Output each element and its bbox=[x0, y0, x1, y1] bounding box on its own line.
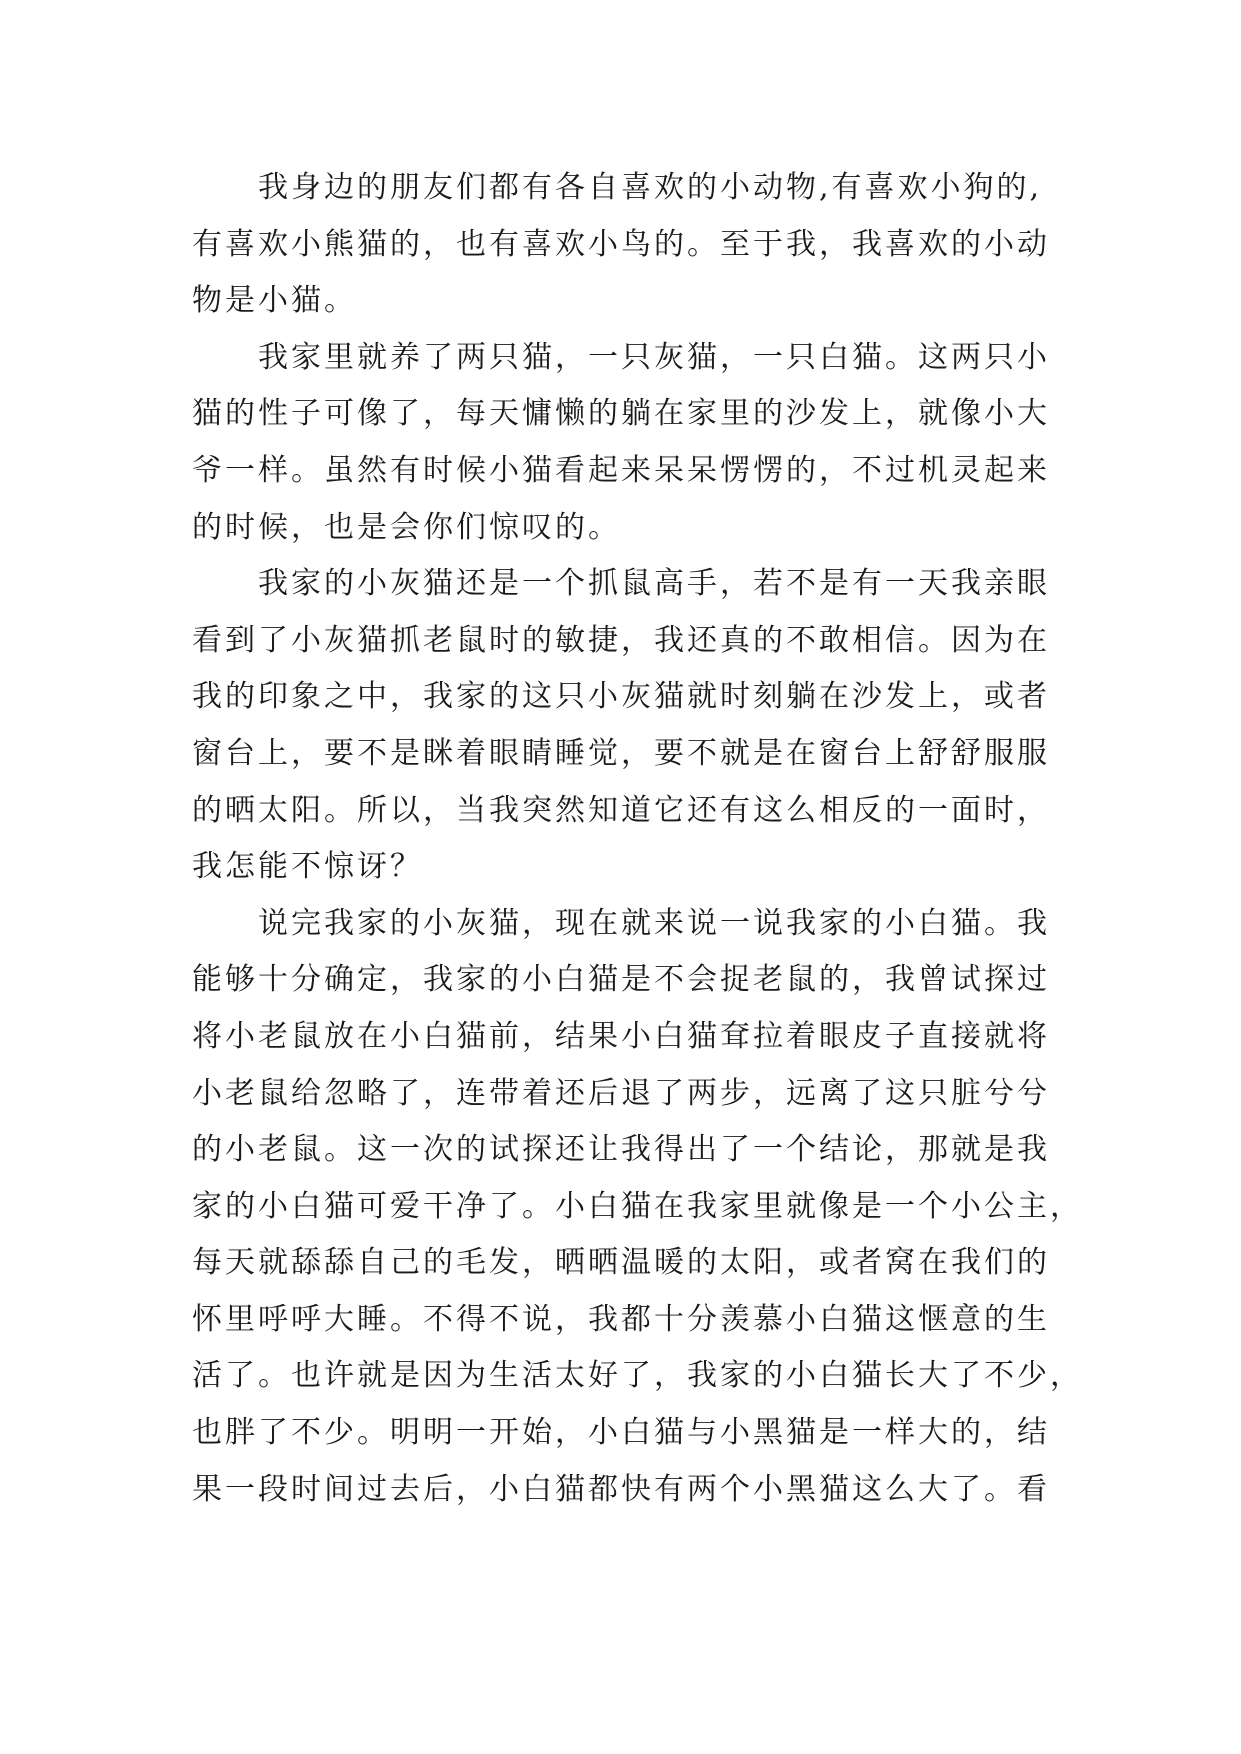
text-line: 的小老鼠。这一次的试探还让我得出了一个结论，那就是我 bbox=[192, 1132, 1050, 1168]
text-line: 小老鼠给忽略了，连带着还后退了两步，远离了这只脏兮兮 bbox=[192, 1075, 1050, 1111]
text-line: 果一段时间过去后，小白猫都快有两个小黑猫这么大了。看 bbox=[192, 1471, 1050, 1507]
text-line: 活了。也许就是因为生活太好了，我家的小白猫长大了不少， bbox=[192, 1358, 1083, 1394]
paragraph-1 bbox=[192, 160, 1072, 330]
text-line: 说完我家的小灰猫，现在就来说一说我家的小白猫。我 bbox=[258, 905, 1050, 941]
text-line: 我家里就养了两只猫，一只灰猫，一只白猫。这两只小 bbox=[258, 339, 1050, 375]
text-line: 能够十分确定，我家的小白猫是不会捉老鼠的，我曾试探过 bbox=[192, 962, 1050, 998]
text-line: 物是小猫。 bbox=[192, 283, 357, 319]
text-line: 看到了小灰猫抓老鼠时的敏捷，我还真的不敢相信。因为在 bbox=[192, 622, 1050, 658]
paragraph-4 bbox=[192, 896, 1083, 1519]
text-line: 也胖了不少。明明一开始，小白猫与小黑猫是一样大的，结 bbox=[192, 1415, 1050, 1451]
text-line: 每天就舔舔自己的毛发，晒晒温暖的太阳，或者窝在我们的 bbox=[192, 1245, 1050, 1281]
text-line: 我身边的朋友们都有各自喜欢的小动物,有喜欢小狗的, bbox=[258, 170, 1043, 205]
paragraph-2 bbox=[192, 330, 1072, 556]
text-line: 我怎能不惊讶？ bbox=[192, 849, 423, 885]
text-line: 窗台上，要不是眯着眼睛睡觉，要不就是在窗台上舒舒服服 bbox=[192, 735, 1050, 771]
text-line: 将小老鼠放在小白猫前，结果小白猫耷拉着眼皮子直接就将 bbox=[192, 1018, 1050, 1054]
text-line: 我的印象之中，我家的这只小灰猫就时刻躺在沙发上，或者 bbox=[192, 679, 1050, 715]
text-line: 家的小白猫可爱干净了。小白猫在我家里就像是一个小公主， bbox=[192, 1188, 1083, 1224]
paragraph-3 bbox=[192, 556, 1072, 896]
document-body bbox=[192, 160, 1083, 1518]
text-line: 有喜欢小熊猫的，也有喜欢小鸟的。至于我，我喜欢的小动 bbox=[192, 226, 1050, 262]
text-line: 怀里呼呼大睡。不得不说，我都十分羡慕小白猫这惬意的生 bbox=[192, 1301, 1050, 1337]
text-line: 的时候，也是会你们惊叹的。 bbox=[192, 509, 621, 545]
text-line: 爷一样。虽然有时候小猫看起来呆呆愣愣的，不过机灵起来 bbox=[192, 452, 1050, 488]
text-line: 我家的小灰猫还是一个抓鼠高手，若不是有一天我亲眼 bbox=[258, 566, 1050, 602]
text-line: 的晒太阳。所以，当我突然知道它还有这么相反的一面时， bbox=[192, 792, 1050, 828]
text-line: 猫的性子可像了，每天慵懒的躺在家里的沙发上，就像小大 bbox=[192, 396, 1050, 432]
